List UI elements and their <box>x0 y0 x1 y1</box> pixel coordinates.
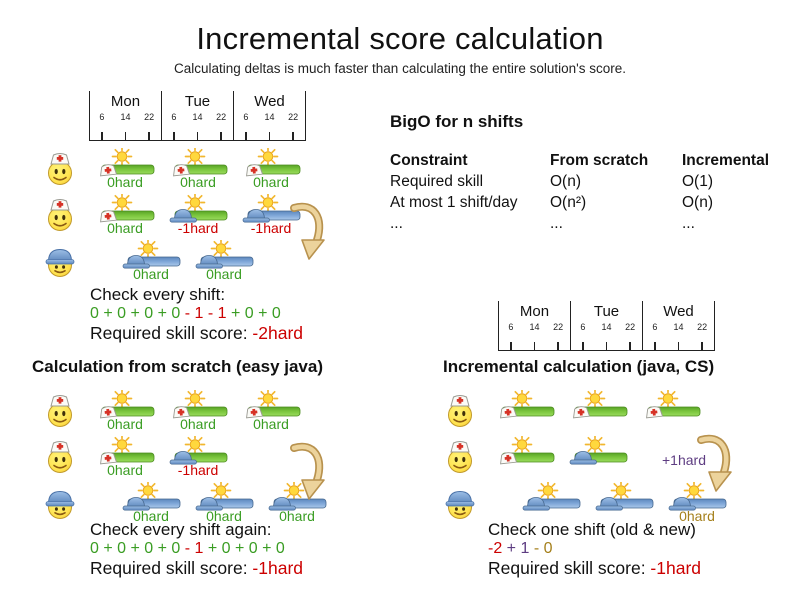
bigo-table <box>390 150 792 234</box>
heading-incremental: Incremental calculation (java, CS) <box>443 357 715 376</box>
bigo-cell: Required skill <box>390 173 484 190</box>
tick-mark <box>90 132 114 140</box>
sun-icon <box>186 390 205 408</box>
score-sum-segment: -2 <box>488 540 507 557</box>
hour-label: 22 <box>216 112 227 122</box>
worker-face-icon <box>44 484 76 520</box>
tick-mark <box>643 342 667 350</box>
sun-icon <box>212 482 231 500</box>
day-label: Tue <box>184 93 211 110</box>
score-sum-segment: - 1 - 1 <box>184 305 231 322</box>
tick-mark <box>234 132 258 140</box>
hour-label: 14 <box>529 322 540 332</box>
sun-icon <box>259 194 278 212</box>
score-sum-segment: 0 + 0 + 0 + 0 <box>90 305 185 322</box>
hour-label: 22 <box>144 112 155 122</box>
tick-mark <box>523 342 547 350</box>
bigo-heading: BigO for n shifts <box>390 112 524 131</box>
score-prefix: Required skill score: <box>90 558 253 578</box>
hour-label: 22 <box>697 322 708 332</box>
shift-icon <box>238 148 304 194</box>
shift-score-label: 0hard <box>133 266 169 282</box>
hour-label: 6 <box>243 112 249 122</box>
page-title: Incremental score calculation <box>196 21 604 56</box>
score-value: -1hard <box>650 558 702 578</box>
bigo-cell: O(1) <box>682 173 713 190</box>
shift-icon <box>492 390 558 436</box>
shift-row <box>40 436 385 482</box>
bigo-cell: O(n²) <box>550 194 587 211</box>
shift-icon <box>238 390 304 436</box>
shift-score-label: -1hard <box>177 462 219 478</box>
shift-row <box>40 240 385 286</box>
tick-mark <box>209 132 233 140</box>
score-sum-segment: - 1 <box>184 540 208 557</box>
shift-icon <box>638 390 704 436</box>
move-arrow-icon <box>288 440 328 504</box>
day-cell-mon <box>89 91 161 140</box>
shift-icon <box>165 148 231 194</box>
shift-icon <box>165 436 231 482</box>
nurse-face-icon <box>444 392 476 428</box>
check-intro: Check every shift: <box>90 285 226 304</box>
bigo-cell: O(n) <box>682 194 713 211</box>
page-subtitle: Calculating deltas is much faster than calculating the entire solution's score. <box>173 61 627 76</box>
nurse-cap-icon <box>572 406 589 418</box>
shift-icon <box>165 390 231 436</box>
hour-labels <box>571 321 642 334</box>
diagram-incremental <box>440 390 785 530</box>
score-prefix: Required skill score: <box>488 558 651 578</box>
shift-score-label: -1hard <box>177 220 219 236</box>
day-label: Mon <box>110 93 141 110</box>
shift-score-label: 0hard <box>107 416 143 432</box>
diagram-from-scratch <box>40 390 385 530</box>
shift-score-label: 0hard <box>107 174 143 190</box>
heading-from-scratch: Calculation from scratch (easy java) <box>32 357 324 376</box>
score-sum <box>90 304 303 323</box>
worker-face-icon <box>444 484 476 520</box>
bigo-panel <box>390 112 792 234</box>
score-line <box>90 323 303 343</box>
hour-label: 14 <box>673 322 684 332</box>
tick-mark <box>571 342 595 350</box>
bigo-header-from-scratch: From scratch <box>550 152 649 169</box>
tick-mark <box>281 132 305 140</box>
score-sum <box>488 539 701 558</box>
nurse-face-icon <box>44 196 76 232</box>
tick-mark <box>114 132 138 140</box>
tick-marks <box>571 334 642 350</box>
sun-icon <box>186 148 205 166</box>
move-arrow-icon <box>288 200 328 264</box>
hour-label: 6 <box>580 322 586 332</box>
shift-score-label: 0hard <box>107 462 143 478</box>
score-value: -1hard <box>252 558 304 578</box>
sun-icon <box>139 240 158 258</box>
shift-row <box>440 390 785 436</box>
sun-icon <box>539 482 558 500</box>
hour-label: 6 <box>171 112 177 122</box>
sun-icon <box>612 482 631 500</box>
timeline-incremental <box>498 301 715 351</box>
score-prefix: Required skill score: <box>90 323 253 343</box>
bigo-cell: ... <box>682 215 695 232</box>
hour-label: 22 <box>288 112 299 122</box>
tick-mark <box>137 132 161 140</box>
shift-row <box>40 194 385 240</box>
sun-icon <box>659 390 678 408</box>
check-block-from-scratch <box>90 520 303 578</box>
hour-label: 22 <box>625 322 636 332</box>
hour-labels <box>162 111 233 124</box>
tick-mark <box>595 342 619 350</box>
shift-score-label: -1hard <box>250 220 292 236</box>
sun-icon <box>586 436 605 454</box>
tick-mark <box>667 342 691 350</box>
sun-icon <box>186 436 205 454</box>
hour-label: 14 <box>192 112 203 122</box>
sun-icon <box>259 390 278 408</box>
tick-mark <box>499 342 523 350</box>
nurse-cap-icon <box>499 452 516 464</box>
hour-labels <box>643 321 714 334</box>
hour-label: 6 <box>508 322 514 332</box>
tick-mark <box>690 342 714 350</box>
day-cell-mon <box>498 301 570 350</box>
nurse-face-icon <box>44 392 76 428</box>
hour-label: 14 <box>601 322 612 332</box>
shift-icon <box>165 194 231 240</box>
shift-icon <box>191 240 257 286</box>
nurse-face-icon <box>44 150 76 186</box>
shift-icon <box>492 436 558 482</box>
check-block-incremental <box>488 520 701 578</box>
shift-score-label: 0hard <box>206 508 242 524</box>
shift-score-label: 0hard <box>679 508 715 524</box>
tick-marks <box>234 124 305 140</box>
sun-icon <box>113 194 132 212</box>
day-cell-tue <box>161 91 233 140</box>
sun-icon <box>113 148 132 166</box>
hour-label: 6 <box>652 322 658 332</box>
nurse-face-icon <box>444 438 476 474</box>
score-line <box>90 558 303 578</box>
tick-mark <box>186 132 210 140</box>
diagram-current-solution <box>40 148 385 288</box>
timeline-current <box>89 91 306 141</box>
score-sum-segment: - 0 <box>533 540 553 557</box>
day-label: Wed <box>254 93 285 110</box>
check-intro: Check one shift (old & new) <box>488 520 696 539</box>
tick-marks <box>162 124 233 140</box>
shift-score-label: 0hard <box>206 266 242 282</box>
check-intro: Check every shift again: <box>90 520 272 539</box>
shift-score-label: 0hard <box>180 416 216 432</box>
bigo-cell: ... <box>390 215 403 232</box>
shift-icon <box>92 390 158 436</box>
tick-mark <box>618 342 642 350</box>
bigo-cell: O(n) <box>550 173 581 190</box>
tick-mark <box>162 132 186 140</box>
hour-labels <box>90 111 161 124</box>
shift-icon <box>565 390 631 436</box>
score-line <box>488 558 701 578</box>
shift-score-label: 0hard <box>180 174 216 190</box>
score-value: -2hard <box>252 323 304 343</box>
worker-face-icon <box>44 242 76 278</box>
bigo-header-constraint: Constraint <box>390 152 468 169</box>
shift-row <box>40 148 385 194</box>
day-label: Mon <box>519 303 550 320</box>
day-label: Wed <box>663 303 694 320</box>
sun-icon <box>513 436 532 454</box>
hour-labels <box>499 321 570 334</box>
score-sum-segment: 0 + 0 + 0 + 0 <box>90 540 185 557</box>
tick-marks <box>90 124 161 140</box>
hour-label: 14 <box>264 112 275 122</box>
shift-icon <box>92 194 158 240</box>
nurse-cap-icon <box>499 406 516 418</box>
tick-mark <box>258 132 282 140</box>
score-sum-segment: + 0 + 0 + 0 <box>207 540 285 557</box>
bigo-cell: ... <box>550 215 563 232</box>
bigo-cell: At most 1 shift/day <box>390 194 518 211</box>
check-block-current <box>90 285 303 343</box>
hour-labels <box>234 111 305 124</box>
sun-icon <box>586 390 605 408</box>
shift-row <box>40 390 385 436</box>
hour-label: 6 <box>99 112 105 122</box>
delta-score-label: +1hard <box>662 452 706 468</box>
shift-score-label: 0hard <box>133 508 169 524</box>
score-sum-segment: + 0 + 0 <box>230 305 281 322</box>
sun-icon <box>186 194 205 212</box>
shift-icon <box>92 436 158 482</box>
sun-icon <box>113 390 132 408</box>
day-label: Tue <box>593 303 620 320</box>
score-sum-segment: + 1 <box>506 540 534 557</box>
hour-label: 22 <box>553 322 564 332</box>
sun-icon <box>259 148 278 166</box>
shift-score-label: 0hard <box>253 416 289 432</box>
shift-score-label: 0hard <box>279 508 315 524</box>
shift-icon <box>118 240 184 286</box>
nurse-cap-icon <box>645 406 662 418</box>
day-cell-wed <box>642 301 715 350</box>
shift-icon <box>92 148 158 194</box>
hour-label: 14 <box>120 112 131 122</box>
sun-icon <box>139 482 158 500</box>
sun-icon <box>212 240 231 258</box>
score-sum <box>90 539 303 558</box>
shift-score-label: 0hard <box>107 220 143 236</box>
sun-icon <box>113 436 132 454</box>
shift-score-label: 0hard <box>253 174 289 190</box>
shift-icon <box>565 436 631 482</box>
bigo-header-incremental: Incremental <box>682 152 770 169</box>
sun-icon <box>513 390 532 408</box>
tick-marks <box>499 334 570 350</box>
tick-marks <box>643 334 714 350</box>
day-cell-tue <box>570 301 642 350</box>
nurse-face-icon <box>44 438 76 474</box>
tick-mark <box>546 342 570 350</box>
day-cell-wed <box>233 91 306 140</box>
